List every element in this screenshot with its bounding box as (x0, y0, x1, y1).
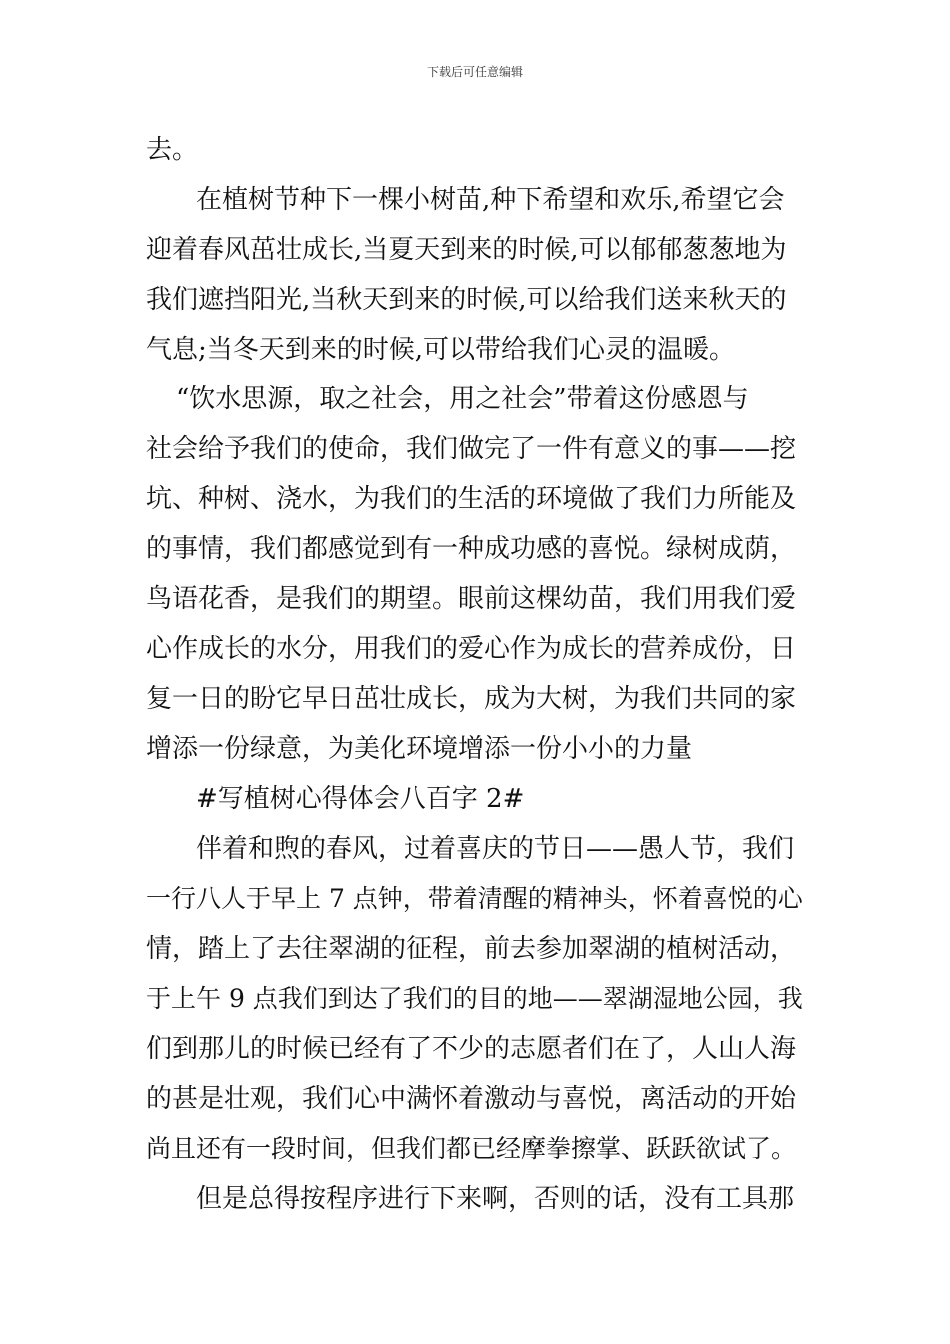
text-line: 的事情，我们都感觉到有一种成功感的喜悦。绿树成荫， (146, 534, 797, 564)
paragraph-first-line: 伴着和煦的春风，过着喜庆的节日——愚人节，我们 (196, 834, 795, 864)
page-header: 下载后可任意编辑 (426, 65, 523, 79)
section-heading: #写植树心得体会八百字 2# (196, 784, 525, 814)
text-line: 一行八人于早上 7 点钟，带着清醒的精神头，怀着喜悦的心 (146, 884, 803, 913)
text-line: 坑、种树、浇水，为我们的生活的环境做了我们力所能及 (146, 484, 797, 514)
text-line: 增添一份绿意，为美化环境增添一份小小的力量 (146, 734, 693, 764)
text-line: 尚且还有一段时间，但我们都已经摩拳擦掌、跃跃欲试了。 (146, 1134, 797, 1163)
text-line: 情，踏上了去往翠湖的征程，前去参加翠湖的植树活动， (146, 934, 797, 964)
text-line: 去。 (146, 135, 199, 165)
paragraph-first-line: 在植树节种下一棵小树苗,种下希望和欢乐,希望它会 (196, 185, 785, 215)
text-line: 气息;当冬天到来的时候,可以带给我们心灵的温暖。 (146, 335, 736, 365)
text-line: 的甚是壮观，我们心中满怀着激动与喜悦，离活动的开始 (146, 1084, 797, 1114)
paragraph-first-line: “饮水思源，取之社会，用之社会”带着这份感恩与 (176, 384, 749, 414)
paragraph-first-line: 但是总得按程序进行下来啊，否则的话，没有工具那 (196, 1184, 795, 1214)
text-line: 社会给予我们的使命，我们做完了一件有意义的事——挖 (146, 434, 797, 464)
text-line: 我们遮挡阳光,当秋天到来的时候,可以给我们送来秋天的 (146, 285, 787, 315)
text-line: 迎着春风茁壮成长,当夏天到来的时候,可以郁郁葱葱地为 (146, 235, 787, 265)
text-line: 们到那儿的时候已经有了不少的志愿者们在了，人山人海 (146, 1034, 797, 1064)
text-line: 复一日的盼它早日茁壮成长，成为大树，为我们共同的家 (146, 684, 797, 714)
text-line: 于上午 9 点我们到达了我们的目的地——翠湖湿地公园，我 (146, 984, 803, 1013)
text-line: 鸟语花香，是我们的期望。眼前这棵幼苗，我们用我们爱 (146, 584, 797, 614)
text-line: 心作成长的水分，用我们的爱心作为成长的营养成份，日 (146, 634, 797, 664)
